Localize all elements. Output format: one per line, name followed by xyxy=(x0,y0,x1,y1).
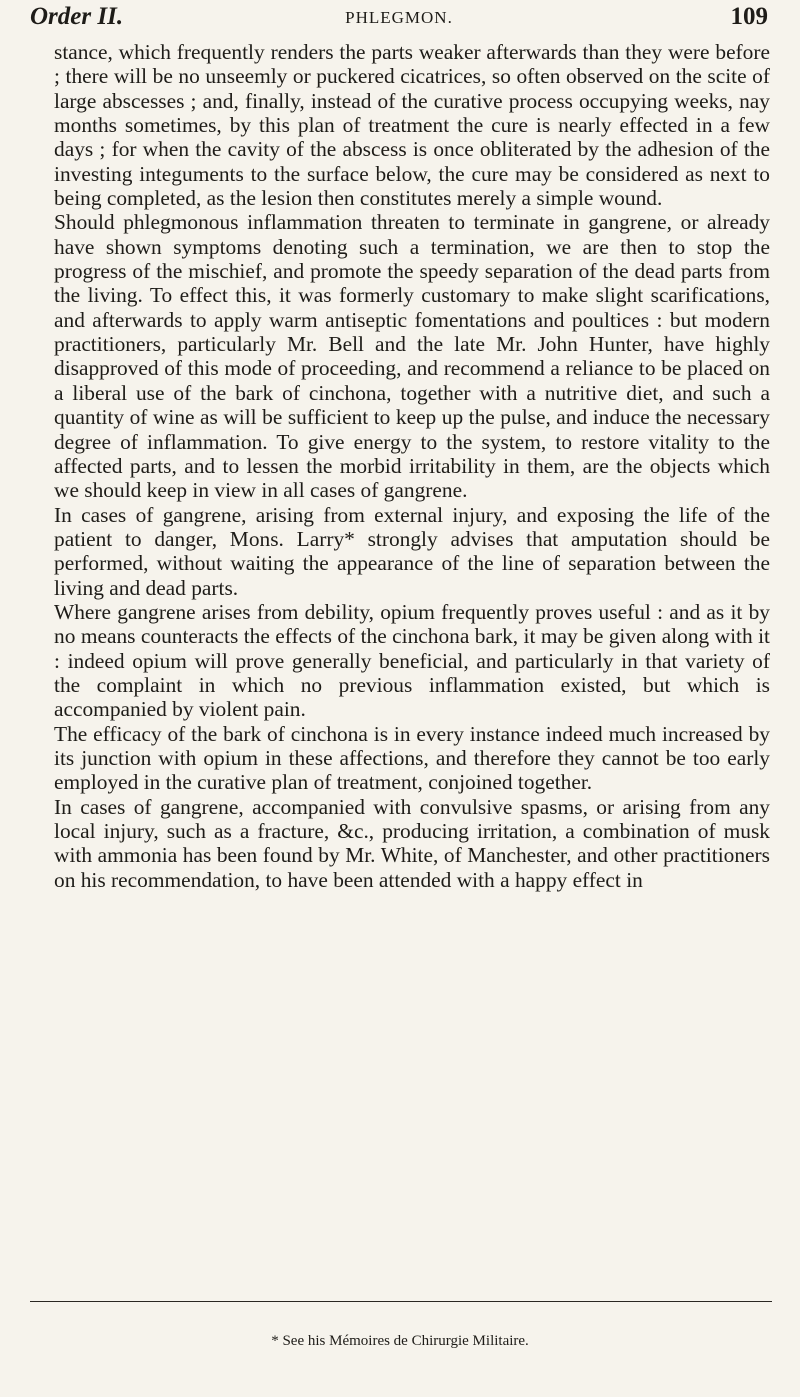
paragraph-5: The efficacy of the bark of cinchona is in every instance indeed much increased by its junction with opium in these affections, and therefore they cannot be too early employed in the curative plan of treatment, conjoined together. xyxy=(54,721,770,795)
body-text xyxy=(54,40,770,892)
paragraph-1: stance, which frequently renders the parts weaker afterwards than they were before ; there will be no unseemly or puckered cicatrices, so often observed on the scite of large abscesses ; and, finally, instead of the curative process occupying weeks, nay months sometimes, by this plan of treatment the cure is nearly effected in a few days ; for when the cavity of the abscess is once obliterated by the adhesion of the investing integuments to the surface below, the cure may be considered as next to being completed, as the lesion then constitutes merely a simple wound. xyxy=(54,40,770,211)
paragraph-6: In cases of gangrene, accompanied with convulsive spasms, or arising from any local injury, such as a fracture, &c., producing irritation, a combination of musk with ammonia has been found by Mr. White, of Manchester, and other practitioners on his recommendation, to have been attended with a happy effect in xyxy=(54,794,770,892)
footnote-rule xyxy=(30,1301,772,1302)
running-head xyxy=(30,2,768,32)
section-title: PHLEGMON. xyxy=(345,8,453,27)
chapter-heading: Order II. xyxy=(30,3,124,30)
paragraph-4: Where gangrene arises from debility, opium frequently proves useful : and as it by no means counteracts the effects of the cinchona bark, it may be given along with it : indeed opium will prove generally beneficial, and particularly in that variety of the complaint in which no previous inflammation existed, but which is accompanied by violent pain. xyxy=(54,599,770,722)
paragraph-3: In cases of gangrene, arising from external injury, and exposing the life of the patient to danger, Mons. Larry* strongly advises that amputation should be performed, without waiting the appearance of the line of separation between the living and dead parts. xyxy=(54,502,770,600)
footnote: * See his Mémoires de Chirurgie Militaire. xyxy=(271,1333,529,1349)
page-number: 109 xyxy=(730,3,768,30)
paragraph-2: Should phlegmonous inflammation threaten to terminate in gangrene, or already have shown symptoms denoting such a termination, we are then to stop the progress of the mischief, and promote the speedy separation of the dead parts from the living. To effect this, it was formerly customary to make slight scarifications, and afterwards to apply warm antiseptic fomentations and poultices : but modern practitioners, particularly Mr. Bell and the late Mr. John Hunter, have highly disapproved of this mode of proceeding, and recommend a reliance to be placed on a liberal use of the bark of cinchona, together with a nutritive diet, and such a quantity of wine as will be sufficient to keep up the pulse, and induce the necessary degree of inflammation. To give energy to the system, to restore vitality to the affected parts, and to lessen the morbid irritability in them, are the objects which we should keep in view in all cases of gangrene. xyxy=(54,210,770,503)
